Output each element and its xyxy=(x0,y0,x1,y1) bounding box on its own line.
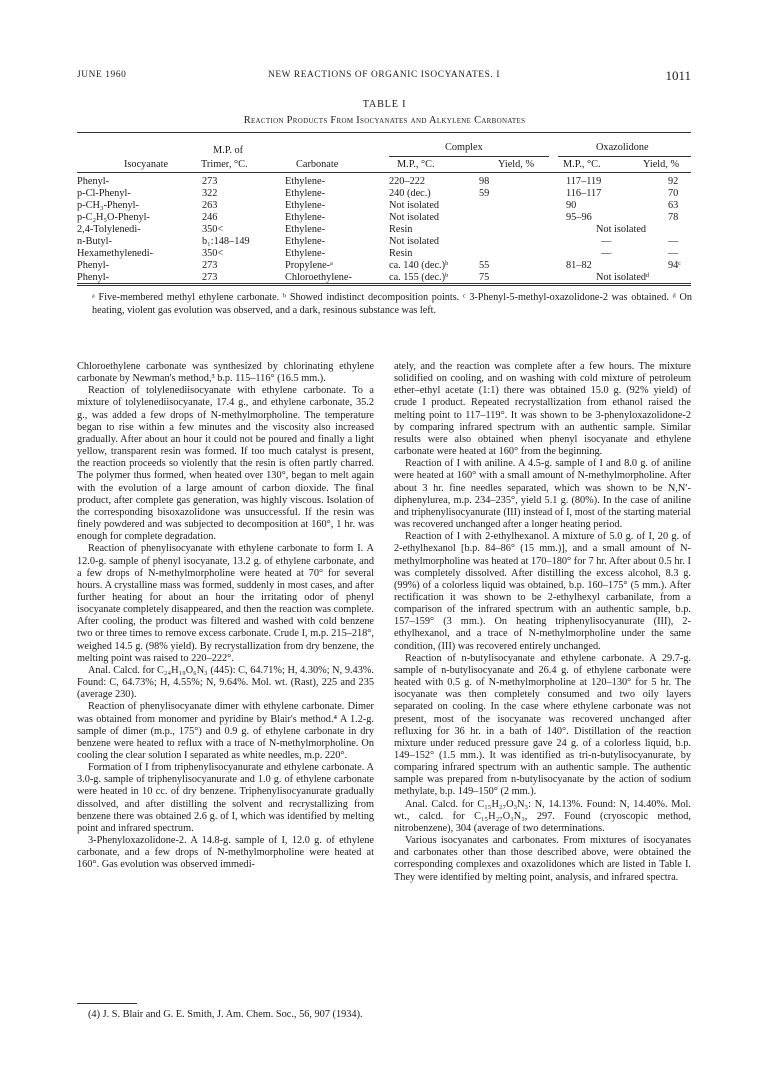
header-date: JUNE 1960 xyxy=(77,70,127,80)
reference-text: (4) J. S. Blair and G. E. Smith, J. Am. Chem. Soc., 56, 907 (1934). xyxy=(88,1009,363,1020)
running-header xyxy=(77,69,691,85)
table-cell-oxaz-mp: 81–82 xyxy=(566,260,592,271)
table-cell-isocyanate: Hexamethylenedi- xyxy=(77,248,154,259)
table-cell-trimer: 273 xyxy=(202,272,218,283)
table-cell-oxaz-mp: 90 xyxy=(566,200,577,211)
table-cell-complex-mp: ca. 155 (dec.)ᵇ xyxy=(389,272,449,283)
table-cell-isocyanate: Phenyl- xyxy=(77,260,110,271)
header-mp-of: M.P. of xyxy=(213,145,244,156)
table-cell-isocyanate: Phenyl- xyxy=(77,176,110,187)
right-column xyxy=(394,361,691,884)
table-cell-trimer: 322 xyxy=(202,188,218,199)
table-cell-complex-mp: Not isolated xyxy=(389,200,440,211)
header-trimer: Trimer, °C. xyxy=(201,159,248,170)
table-cell-oxaz-yield: — xyxy=(668,248,679,259)
table-cell-oxaz-mp: — xyxy=(601,248,612,259)
table-cell-complex-mp: 240 (dec.) xyxy=(389,188,431,199)
group-header-complex: Complex xyxy=(445,142,483,153)
footnote-separator xyxy=(77,1003,137,1004)
table-cell-oxaz-yield: 78 xyxy=(668,212,679,223)
paragraph: 3-Phenyloxazolidone-2. A 14.8-g. sample of I, 12.0 g. of ethylene carbonate, and a few drops of N-methylmorpholine were heated at 160°. Gas evolution was observed immedi- xyxy=(77,835,374,871)
table-cell-trimer: 246 xyxy=(202,212,218,223)
table-cell-oxaz-mp: 116–117 xyxy=(566,188,602,199)
complex-group-rule xyxy=(389,156,549,157)
table-bottom-rule-2 xyxy=(77,285,691,286)
table-cell-carbonate: Propylene-ᵃ xyxy=(285,260,333,271)
table-cell-trimer: 350< xyxy=(202,224,224,235)
table-cell-carbonate: Ethylene- xyxy=(285,200,326,211)
table-subtitle: Reaction Products From Isocyanates and Alkylene Carbonates xyxy=(243,115,526,126)
table-cell-oxaz-mp: Not isolatedᵈ xyxy=(596,272,650,283)
table-cell-complex-yield: 75 xyxy=(479,272,490,283)
table-top-rule xyxy=(77,132,691,133)
paragraph: Reaction of I with 2-ethylhexanol. A mixture of 5.0 g. of I, 20 g. of 2-ethylhexanol [b.p. 84–86° (15 mm.)], and a small amount of N-methylmorpholine was heated at 170–180° for 7 hr. After about 0.5 hr. I was completely dissolved. After distilling the excess alcohol, 8.3 g. (99%) of a colorless liquid was obtained, b.p. 160–175° (5 mm.). After rectification it was shown to be 2-ethylhexyl carbanilate, from a comparison of the infrared spectrum with an authentic sample, b.p. 157–159° (3 mm.). On heating triphenylisocyanurate (III), 2-ethylhexanol, and a trace of N-methylmorpholine under the same condition, (III) was recovered entirely unchanged. xyxy=(394,531,691,652)
table-cell-oxaz-yield: — xyxy=(668,236,679,247)
left-column xyxy=(77,361,374,872)
table-cell-complex-mp: ca. 140 (dec.)ᵇ xyxy=(389,260,449,271)
table-cell-carbonate: Ethylene- xyxy=(285,248,326,259)
table-cell-carbonate: Ethylene- xyxy=(285,212,326,223)
paragraph: Reaction of phenylisocyanate dimer with ethylene carbonate. Dimer was obtained from monomer and pyridine by Blair's method.⁴ A 1.2-g. sample of dimer (m.p., 175°) and 0.9 g. of ethylene carbonate in dry benzene were heated to reflux with a trace of N-methylmorpholine. On cooling the clear solution I separated as white needles, m.p. 220°. xyxy=(77,701,374,761)
table-header-rule xyxy=(77,172,691,173)
paragraph: ately, and the reaction was complete after a few hours. The mixture solidified on cooling, and on washing with cold mixture of petroleum ether–ethyl acetate (1:1) there was obtained 15.0 g. (92% yield) of crude I product. Repeated recrystallization from ethanol raised the melting point to 117–119°. It was shown to be 3-phenyloxazolidone-2 by comparing infrared spectrum with an authentic sample. Similar results were also obtained when phenyl isocyanate and ethylene carbonate were heated at 160° from the beginning. xyxy=(394,361,691,458)
table-cell-oxaz-yield: 94ᶜ xyxy=(668,260,681,271)
table-cell-complex-yield: 59 xyxy=(479,188,490,199)
table-cell-isocyanate: p-Cl-Phenyl- xyxy=(77,188,131,199)
table-cell-carbonate: Ethylene- xyxy=(285,176,326,187)
oxazolidone-group-rule xyxy=(558,156,691,157)
paragraph: Anal. Calcd. for C₁₅H₂₇O₃N₃: N, 14.13%. Found: N, 14.40%. Mol. wt., calcd. for C₁₅H₂₇O₃N₃, 297. Found (cryoscopic method, nitrobenzene), 304 (average of two determinations. xyxy=(394,798,691,834)
group-header-oxazolidone: Oxazolidone xyxy=(596,142,649,153)
paragraph: Reaction of tolylenediisocyanate with ethylene carbonate. To a mixture of tolylenediisocyanate, 17.4 g., and ethylene carbonate, 35.2 g., was added a few drops of N-methylmorpholine. The temperature began to rise within a few minutes and the viscosity also increased gradually. After about an hour it could not be poured and finally a light yellow, transparent resin was formed. If too much catalyst is present, the reaction proceeds so violently that the resin is often partly charred. The polymer thus formed, when heated over 130°, began to melt again with the evolution of a large amount of carbon dioxide. The final product, after complete gas generation, was highly viscous. Isolation of the corresponding bisoxazolidone was unsuccessful. If the resin was finely powdered and was subjected to decomposition at 160°, 1 hr. was enough for complete degradation. xyxy=(77,385,374,543)
header-oxaz-yield: Yield, % xyxy=(643,159,680,170)
header-complex-mp: M.P., °C. xyxy=(397,159,435,170)
table-cell-complex-mp: Not isolated xyxy=(389,212,440,223)
table-cell-trimer: 263 xyxy=(202,200,218,211)
table-cell-complex-mp: Resin xyxy=(389,248,413,259)
table-cell-trimer: b₁:148–149 xyxy=(202,236,250,247)
table-cell-oxaz-yield: 63 xyxy=(668,200,679,211)
table-cell-trimer: 273 xyxy=(202,176,218,187)
table-cell-oxaz-yield: 92 xyxy=(668,176,679,187)
table-cell-isocyanate: p-CH₃-Phenyl- xyxy=(77,200,139,211)
table-footnote: ᵃ Five-membered methyl ethylene carbonate. ᵇ Showed indistinct decomposition points. ᶜ 3-Phenyl-5-methyl-oxazolidone-2 was obtained. ᵈ On heating, violent gas evolution was observed, and a dark, resinous substance was left. xyxy=(92,292,692,316)
paragraph: Reaction of I with aniline. A 4.5-g. sample of I and 8.0 g. of aniline were heated at 160° with a small amount of N-methylmorpholine. After about 3 hr. fine needles separated, which was shown to be N,N′-diphenylurea, m.p. 234–235°, yield 5.1 g. (80%). In the case of aniline and triphenylisocyanurate (III) instead of I, most of the starting material was recovered unchanged after a longer heating period. xyxy=(394,458,691,531)
header-oxaz-mp: M.P., °C. xyxy=(563,159,601,170)
paragraph: Various isocyanates and carbonates. From mixtures of isocyanates and carbonates other than those described above, were obtained the corresponding complexes and oxazolidones which are listed in Table I. They were identified by melting point, analysis, and infrared spectra. xyxy=(394,835,691,883)
table-cell-oxaz-mp: 117–119 xyxy=(566,176,602,187)
header-complex-yield: Yield, % xyxy=(498,159,535,170)
table-cell-complex-mp: Not isolated xyxy=(389,236,440,247)
table-cell-isocyanate: Phenyl- xyxy=(77,272,110,283)
table-cell-carbonate: Chloroethylene- xyxy=(285,272,352,283)
table-cell-isocyanate: n-Butyl- xyxy=(77,236,112,247)
table-title: TABLE I xyxy=(362,99,407,110)
table-cell-complex-yield: 98 xyxy=(479,176,490,187)
table-cell-isocyanate: p-C₂H₅O-Phenyl- xyxy=(77,212,150,223)
paragraph: Chloroethylene carbonate was synthesized by chlorinating ethylene carbonate by Newman's method,³ b.p. 115–116° (16.5 mm.). xyxy=(77,361,374,385)
reference-note xyxy=(77,1009,374,1021)
header-carbonate: Carbonate xyxy=(296,159,339,170)
table-cell-carbonate: Ethylene- xyxy=(285,188,326,199)
table-cell-trimer: 273 xyxy=(202,260,218,271)
paragraph: Anal. Calcd. for C₂₄H₁₉O₆N₃ (445): C, 64.71%; H, 4.30%; N, 9.43%. Found: C, 64.73%; H, 4.55%; N, 9.64%. Mol. wt. (Rast), 225 and 235 (average 230). xyxy=(77,664,374,701)
table-cell-carbonate: Ethylene- xyxy=(285,224,326,235)
table-cell-complex-mp: Resin xyxy=(389,224,413,235)
table-cell-isocyanate: 2,4-Tolylenedi- xyxy=(77,224,141,235)
table-cell-oxaz-mp: 95–96 xyxy=(566,212,592,223)
table-cell-oxaz-mp: — xyxy=(601,236,612,247)
header-title: NEW REACTIONS OF ORGANIC ISOCYANATES. I xyxy=(267,70,501,80)
table-cell-complex-yield: 55 xyxy=(479,260,490,271)
paragraph: Reaction of phenylisocyanate with ethylene carbonate to form I. A 12.0-g. sample of phenyl isocyanate, 13.2 g. of ethylene carbonate, and a few drops of N-methylmorpholine were heated at 70° for several hours. A crystalline mass was formed, suddenly in most cases, and after further heating for about an hour the irritating odor of phenyl isocyanate completely disappeared, and then the reaction was complete. After cooling, the product was filtered and washed with cold benzene two or three times to remove excess carbonate. Crude I, m.p. 215–218°, weighed 14.5 g. (98% yield). By recrystallization from dry benzene, the melting point was raised to 220–222°. xyxy=(77,543,374,664)
table-cell-oxaz-yield: 70 xyxy=(668,188,679,199)
paragraph: Reaction of n-butylisocyanate and ethylene carbonate. A 29.7-g. sample of n-butylisocyanate and 26.4 g. of ethylene carbonate were heated with 0.5 g. of N-methylmorpholine at 120–130° for 5 hr. The isocyanate was then completely consumed and two oily layers separated on cooling. In the case where ethylene carbonate was not present, most of the isocyanate was recovered unchanged after refluxing for 36 hr. in a bath of 140°. Distillation of the reaction mixture under reduced pressure gave 24 g. of a colorless liquid, b.p. 149–152° (1.5 mm.). It was identified as tri-n-butylisocyanurate, by comparing infrared spectrum with an authentic sample. The authentic sample was prepared from n-butylisocyanate by the action of sodium methylate, b.p. 149–150° (2 mm.). xyxy=(394,652,691,798)
table-cell-trimer: 350< xyxy=(202,248,224,259)
table-cell-oxaz-mp: Not isolated xyxy=(596,224,647,235)
table-cell-carbonate: Ethylene- xyxy=(285,236,326,247)
header-isocyanate: Isocyanate xyxy=(124,159,169,170)
table-cell-complex-mp: 220–222 xyxy=(389,176,426,187)
page-number: 1011 xyxy=(665,68,691,83)
paragraph: Formation of I from triphenylisocyanurate and ethylene carbonate. A 3.0-g. sample of triphenylisocyanurate and 1.0 g. of ethylene carbonate were heated in 10 cc. of dry benzene. Triphenylisocyanurate gradually dissolved, and after distilling the solvent and recrystallizing from benzene there was obtained 2.6 g. of I, which was identified by melting point and infrared spectrum. xyxy=(77,762,374,834)
